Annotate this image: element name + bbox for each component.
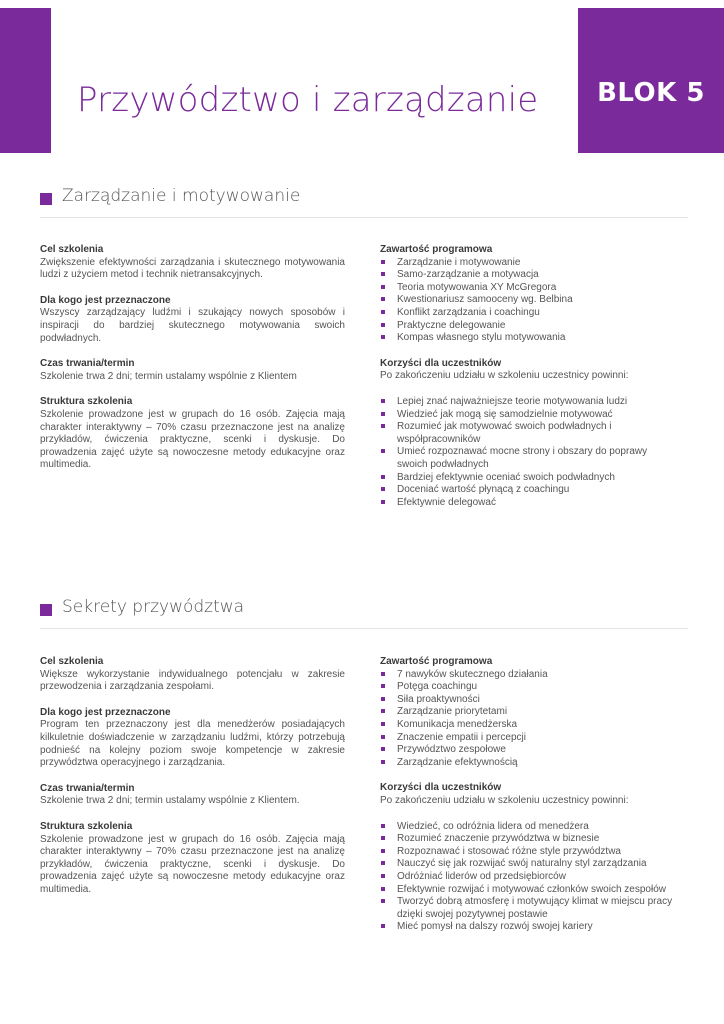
section-title: Zarządzanie i motywowanie xyxy=(62,186,301,206)
list-item: Lepiej znać najważniejsze teorie motywowania ludzi xyxy=(380,396,680,409)
audience-heading: Dla kogo jest przeznaczone xyxy=(40,294,171,306)
duration-text: Szkolenie trwa 2 dni; termin ustalamy wspólnie z Klientem. xyxy=(40,795,300,807)
list-item: Przywództwo zespołowe xyxy=(380,744,680,757)
header-accent-bar-left xyxy=(0,8,51,153)
duration-heading: Czas trwania/termin xyxy=(40,358,135,370)
benefits-heading: Korzyści dla uczestników xyxy=(380,357,502,369)
goal-block xyxy=(40,244,345,282)
list-item: Efektywnie rozwijać i motywować członków swoich zespołów xyxy=(380,884,680,897)
audience-text: Wszyscy zarządzający ludźmi i szukający nowych sposobów i inspiracji do bardziej skutecznego motywowania swoich podwładnych. xyxy=(40,307,345,344)
duration-block xyxy=(40,358,345,383)
list-item: Umieć rozpoznawać mocne strony i obszary do poprawy swoich podwładnych xyxy=(380,446,680,471)
duration-text: Szkolenie trwa 2 dni; termin ustalamy wspólnie z Klientem xyxy=(40,370,297,382)
program-list xyxy=(380,257,680,345)
list-item: Zarządzanie priorytetami xyxy=(380,706,680,719)
goal-block xyxy=(40,656,345,694)
duration-block xyxy=(40,783,345,808)
structure-heading: Struktura szkolenia xyxy=(40,396,133,408)
list-item: Wiedzieć jak mogą się samodzielnie motywować xyxy=(380,409,680,422)
program-list xyxy=(380,669,680,770)
list-item: Kwestionariusz samooceny wg. Belbina xyxy=(380,294,680,307)
benefits-heading: Korzyści dla uczestników xyxy=(380,782,502,794)
list-item: Zarządzanie i motywowanie xyxy=(380,257,680,270)
goal-heading: Cel szkolenia xyxy=(40,244,104,255)
list-item: Rozumieć znaczenie przywództwa w biznesie xyxy=(380,833,680,846)
duration-heading: Czas trwania/termin xyxy=(40,782,135,794)
list-item: Kompas własnego stylu motywowania xyxy=(380,332,680,345)
list-item: Samo-zarządzanie a motywacja xyxy=(380,269,680,282)
list-item: Siła proaktywności xyxy=(380,694,680,707)
list-item: Bardziej efektywnie oceniać swoich podwładnych xyxy=(380,472,680,485)
list-item: Odróżniać liderów od przedsiębiorców xyxy=(380,871,680,884)
section-1-left-column xyxy=(40,244,345,472)
list-item: Tworzyć dobrą atmosferę i motywujący klimat w miejscu pracy dzięki swojej pozytywnej postawie xyxy=(380,896,680,921)
structure-text: Szkolenie prowadzone jest w grupach do 16 osób. Zajęcia mają charakter interaktywny – 70% czasu przeznaczone jest na analizę przykładów, ćwiczenia praktyczne, scenki i dyskusje. Do prowadzenia zajęć użyte są nowoczesne metody edukacyjne oraz multimedia. xyxy=(40,408,345,471)
section-2-right-column xyxy=(380,656,680,934)
program-heading: Zawartość programowa xyxy=(380,244,493,255)
benefits-list xyxy=(380,821,680,934)
list-item: 7 nawyków skutecznego działania xyxy=(380,669,680,682)
list-item: Doceniać wartość płynącą z coachingu xyxy=(380,484,680,497)
audience-block xyxy=(40,707,345,770)
section-header-1 xyxy=(40,186,688,218)
audience-heading: Dla kogo jest przeznaczone xyxy=(40,706,171,718)
audience-text: Program ten przeznaczony jest dla menedżerów posiadających kilkuletnie doświadczenie w zarządzaniu ludźmi, którzy potrzebują podnieść na kolejny poziom swoje kompetencje w zakresie przywództwa operacyjnego i zarządzania. xyxy=(40,719,345,769)
list-item: Efektywnie delegować xyxy=(380,497,680,510)
list-item: Praktyczne delegowanie xyxy=(380,320,680,333)
benefits-intro: Po zakończeniu udziału w szkoleniu uczestnicy powinni: xyxy=(380,794,629,806)
section-title: Sekrety przywództwa xyxy=(62,597,245,617)
list-item: Komunikacja menedżerska xyxy=(380,719,680,732)
list-item: Mieć pomysł na dalszy rozwój swojej kariery xyxy=(380,921,680,934)
structure-block xyxy=(40,821,345,897)
structure-heading: Struktura szkolenia xyxy=(40,820,133,832)
section-header-2 xyxy=(40,597,688,629)
page-title: Przywództwo i zarządzanie xyxy=(77,80,539,120)
structure-block xyxy=(40,396,345,472)
program-heading: Zawartość programowa xyxy=(380,656,493,667)
block-label: BLOK 5 xyxy=(597,78,705,108)
goal-text: Większe wykorzystanie indywidualnego potencjału w zakresie przewodzenia i zarządzania zespołami. xyxy=(40,668,345,693)
structure-text: Szkolenie prowadzone jest w grupach do 16 osób. Zajęcia mają charakter interaktywny – 70% czasu przeznaczone jest na analizę przykładów, ćwiczenia praktyczne, scenki i dyskusje. Do prowadzenia zajęć użyte są nowoczesne metody edukacyjne oraz multimedia. xyxy=(40,833,345,895)
list-item: Potęga coachingu xyxy=(380,681,680,694)
list-item: Znaczenie empatii i percepcji xyxy=(380,732,680,745)
benefits-intro: Po zakończeniu udziału w szkoleniu uczestnicy powinni: xyxy=(380,370,629,382)
goal-text: Zwiększenie efektywności zarządzania i skutecznego motywowania ludzi z użyciem metod i technik nietransakcyjnych. xyxy=(40,256,345,281)
section-1-right-column xyxy=(380,244,680,509)
list-item: Zarządzanie efektywnością xyxy=(380,757,680,770)
list-item: Wiedzieć, co odróżnia lidera od menedżera xyxy=(380,821,680,834)
list-item: Rozpoznawać i stosować różne style przywództwa xyxy=(380,846,680,859)
section-2-left-column xyxy=(40,656,345,897)
goal-heading: Cel szkolenia xyxy=(40,656,104,667)
list-item: Nauczyć się jak rozwijać swój naturalny styl zarządzania xyxy=(380,858,680,871)
list-item: Konflikt zarządzania i coachingu xyxy=(380,307,680,320)
list-item: Teoria motywowania XY McGregora xyxy=(380,282,680,295)
section-square-icon xyxy=(40,604,52,616)
list-item: Rozumieć jak motywować swoich podwładnych i współpracowników xyxy=(380,421,680,446)
section-square-icon xyxy=(40,193,52,205)
audience-block xyxy=(40,295,345,345)
benefits-list xyxy=(380,396,680,509)
